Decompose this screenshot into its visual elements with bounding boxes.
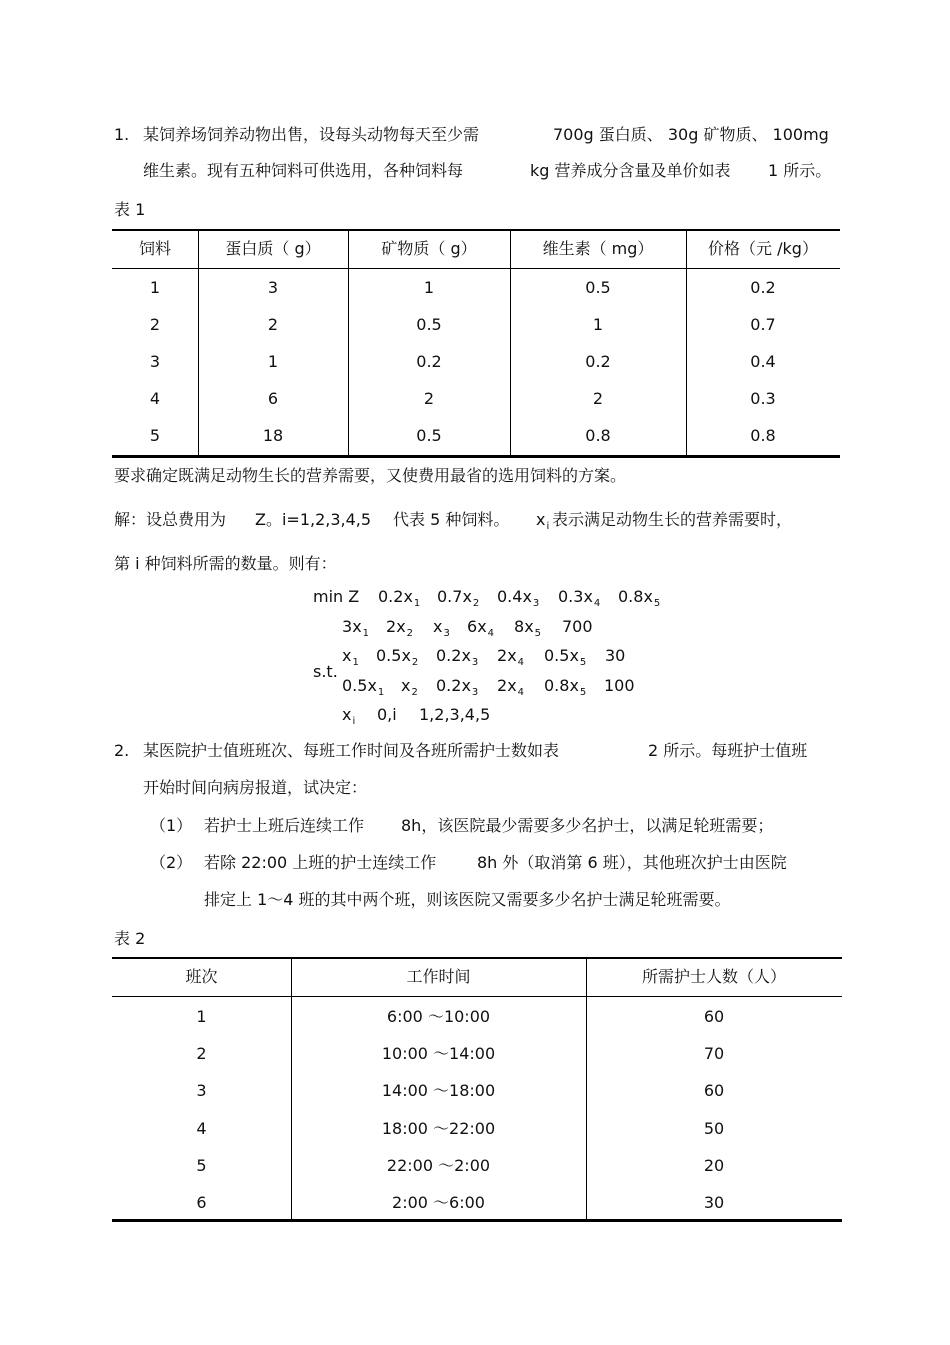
table-cell: 6: [267, 389, 279, 408]
constraint-term: $0.5x_1$: [342, 676, 385, 698]
table-cell: 3: [196, 1081, 207, 1100]
table-cell: 50: [703, 1119, 725, 1138]
q2-number: （2）: [150, 853, 193, 872]
constraint-term: $2x_4$: [497, 676, 525, 698]
objective-term: $0.3x_4$: [558, 587, 601, 609]
solution-c: 代表 5 种饲料。: [393, 510, 510, 529]
constraint-term: $x_2$: [401, 676, 418, 698]
constraint-term: $x_3$: [433, 617, 450, 639]
table-cell: 30: [703, 1193, 725, 1212]
constraint-term: $2x_4$: [497, 646, 525, 668]
table-cell: 5: [149, 426, 161, 445]
objective-term: $0.7x_2$: [437, 587, 480, 609]
table-cell: 18:00 ～22:00: [381, 1119, 496, 1138]
problem1-line2c: 1 所示。: [768, 161, 832, 180]
table-cell: 0.7: [750, 315, 776, 334]
table-cell: 0.8: [585, 426, 611, 445]
constraint-term: $0.2x_3$: [436, 646, 479, 668]
table-cell: 0.8: [750, 426, 776, 445]
table-cell: 0.5: [585, 278, 611, 297]
q2-line2: 排定上 1～4 班的其中两个班，则该医院又需要多少名护士满足轮班需要。: [204, 890, 731, 909]
table-cell: 1: [149, 278, 161, 297]
table-cell: 2: [592, 389, 604, 408]
problem1-number: 1.: [114, 125, 130, 144]
table1-caption: 表 1: [114, 200, 146, 219]
table-cell: 2: [149, 315, 161, 334]
objective-term: $0.8x_5$: [618, 587, 661, 609]
constraint-term: $8x_5$: [514, 617, 542, 639]
table2-header-shift: 班次: [185, 967, 218, 986]
table2-header-time: 工作时间: [406, 967, 471, 986]
table-cell: 0.2: [750, 278, 776, 297]
table1-header-feed: 饲料: [138, 239, 171, 258]
table-cell: 4: [196, 1119, 207, 1138]
constraint-term: $0.5x_5$: [544, 646, 587, 668]
constraint-term: $0.2x_3$: [436, 676, 479, 698]
table-cell: 6: [196, 1193, 207, 1212]
problem2-number: 2.: [114, 741, 130, 760]
table-cell: 6:00 ～10:00: [386, 1007, 491, 1026]
table1-header-vitamin: 维生素（ mg）: [542, 239, 654, 258]
table-cell: 70: [703, 1044, 725, 1063]
table-cell: 4: [149, 389, 161, 408]
table-cell: 0.4: [750, 352, 776, 371]
solution-a: 解：设总费用为: [114, 510, 227, 529]
solution-d: 表示满足动物生长的营养需要时，: [552, 510, 793, 529]
constraint-term: $2x_2$: [386, 617, 414, 639]
q2-text: 若除 22:00 上班的护士连续工作: [204, 853, 437, 872]
constraint-term: $0.5x_2$: [376, 646, 419, 668]
table-cell: 22:00 ～2:00: [386, 1156, 491, 1175]
constraint-rhs: 100: [604, 676, 635, 695]
table-cell: 0.5: [416, 426, 442, 445]
problem2-line2: 开始时间向病房报道，试决定：: [143, 778, 368, 797]
table-cell: 5: [196, 1156, 207, 1175]
table-cell: 3: [149, 352, 161, 371]
nonneg-text: 0,i: [377, 705, 397, 724]
table-cell: 3: [267, 278, 279, 297]
q1-text-b: 8h，该医院最少需要多少名护士，以满足轮班需要；: [401, 816, 774, 835]
table-cell: 60: [703, 1007, 725, 1026]
problem1-line1b: 700g 蛋白质、 30g 矿物质、 100mg: [553, 125, 829, 144]
st-label: s.t.: [313, 662, 338, 681]
table-cell: 1: [267, 352, 279, 371]
problem1-requirement: 要求确定既满足动物生长的营养需要，又使费用最省的选用饲料的方案。: [114, 466, 627, 485]
nonneg-var: $x_i$: [342, 705, 356, 727]
table-cell: 0.5: [416, 315, 442, 334]
table-cell: 0.2: [585, 352, 611, 371]
table1-header-mineral: 矿物质（ g）: [381, 239, 477, 258]
table-cell: 2:00 ～6:00: [392, 1193, 485, 1212]
problem1-line1a: 某饲养场饲养动物出售，设每头动物每天至少需: [143, 125, 480, 144]
objective-term: $0.4x_3$: [497, 587, 540, 609]
table2-header-nurses: 所需护士人数（人）: [641, 967, 786, 986]
q1-number: （1）: [150, 816, 193, 835]
constraint-term: $3x_1$: [342, 617, 370, 639]
table-cell: 0.3: [750, 389, 776, 408]
table2-caption: 表 2: [114, 929, 146, 948]
problem1-line2b: kg 营养成分含量及单价如表: [530, 161, 731, 180]
solution-var: $x_i$: [536, 510, 550, 532]
table-cell: 0.2: [416, 352, 442, 371]
objective-label: min Z: [313, 587, 360, 606]
constraint-term: $6x_4$: [467, 617, 495, 639]
problem2-line1a: 某医院护士值班班次、每班工作时间及各班所需护士数如表: [143, 741, 560, 760]
q2-text-b: 8h 外（取消第 6 班），其他班次护士由医院: [477, 853, 787, 872]
table-cell: 10:00 ～14:00: [381, 1044, 496, 1063]
table-cell: 1: [423, 278, 435, 297]
table-cell: 20: [703, 1156, 725, 1175]
table-cell: 14:00 ～18:00: [381, 1081, 496, 1100]
q1-text: 若护士上班后连续工作: [204, 816, 365, 835]
table1-header-price: 价格（元 /kg）: [708, 239, 818, 258]
table-cell: 18: [262, 426, 284, 445]
solution-line2: 第 i 种饲料所需的数量。则有：: [114, 554, 337, 573]
table-cell: 2: [267, 315, 279, 334]
table-cell: 2: [196, 1044, 207, 1063]
constraint-term: $0.8x_5$: [544, 676, 587, 698]
objective-term: $0.2x_1$: [378, 587, 421, 609]
constraint-rhs: 700: [562, 617, 593, 636]
solution-b: Z。i=1,2,3,4,5: [255, 510, 372, 529]
table-cell: 1: [592, 315, 604, 334]
table-cell: 2: [423, 389, 435, 408]
table1-header-protein: 蛋白质（ g）: [225, 239, 321, 258]
table-cell: 60: [703, 1081, 725, 1100]
problem2-line1b: 2 所示。每班护士值班: [648, 741, 808, 760]
constraint-term: $x_1$: [342, 646, 359, 668]
problem1-line2a: 维生素。现有五种饲料可供选用，各种饲料每: [143, 161, 464, 180]
constraint-rhs: 30: [605, 646, 626, 665]
nonneg-index: 1,2,3,4,5: [419, 705, 491, 724]
table-cell: 1: [196, 1007, 207, 1026]
